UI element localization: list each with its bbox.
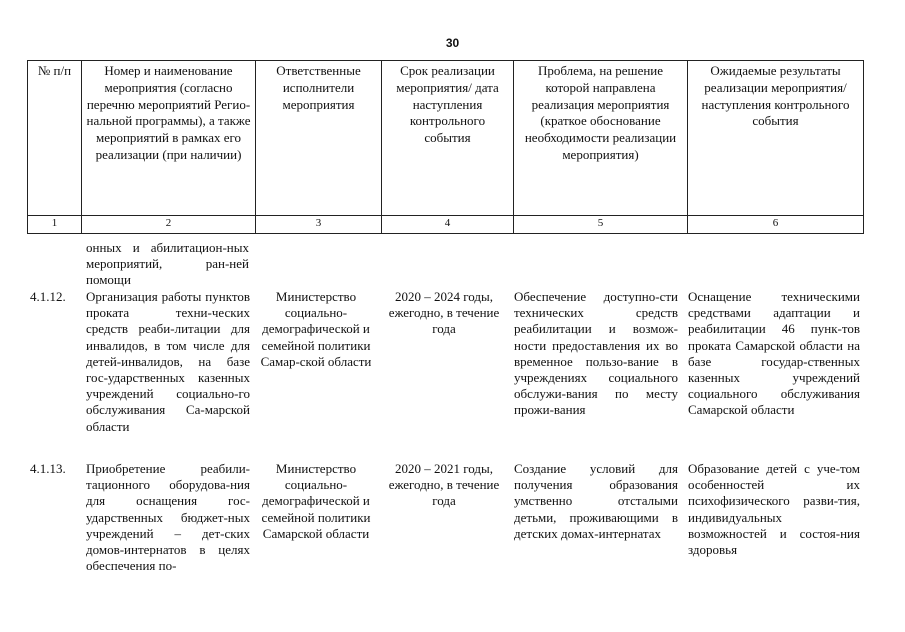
column-number: 1 (28, 216, 82, 234)
row-result: Оснащение техническими средствами адаптации и реабилитации 46 пунк-тов проката Самарской области на базе государ-ственных казенных учреждений социального обслуживания Самарской области (688, 289, 860, 418)
row-activity-name: Приобретение реабили-тационного оборудова-ния для оснащения гос-ударственных бюджет-ных учреждений – дет-ских домов-интернатов в целях обеспечения по- (86, 461, 250, 574)
header-col-name: Номер и наименование мероприятия (согласно перечню мероприятий Регио-нальной программы), а также мероприятий в рамках его реализации (при наличии) (82, 61, 256, 216)
header-col-number: № п/п (28, 61, 82, 216)
row-term: 2020 – 2021 годы, ежегодно, в течение года (388, 461, 500, 509)
row-executor: Министерство социально-демографической и семейной политики Самар-ской области (260, 289, 372, 369)
page-number: 30 (445, 36, 460, 50)
row-number: 4.1.13. (30, 461, 66, 476)
column-number-row (28, 216, 864, 234)
row-problem: Создание условий для получения образования умственно отсталыми детьми, проживающими в детских домах-интернатах (514, 461, 678, 541)
column-number: 4 (382, 216, 514, 234)
header-col-problem: Проблема, на решение которой направлена реализация мероприятия (краткое обоснование необходимости реализации мероприятия) (514, 61, 688, 216)
row-executor: Министерство социально-демографической и семейной политики Самарской области (261, 461, 371, 541)
column-number: 2 (82, 216, 256, 234)
header-col-executor: Ответственные исполнители мероприятия (256, 61, 382, 216)
header-col-term: Срок реализации мероприятия/ дата наступления контрольного события (382, 61, 514, 216)
row-problem: Обеспечение доступно-сти технических средств реабилитации и возмож-ности предоставления их во временное пользо-вание в учреждениях социального обслужи-вания по месту прожи-вания (514, 289, 678, 418)
continuation-text: онных и абилитацион-ных мероприятий, ран-ней помощи (86, 240, 249, 287)
column-number: 3 (256, 216, 382, 234)
table-header (27, 60, 864, 234)
column-number: 5 (514, 216, 688, 234)
row-number: 4.1.12. (30, 289, 66, 304)
header-row (28, 61, 864, 216)
column-number: 6 (688, 216, 864, 234)
row-term: 2020 – 2024 годы, ежегодно, в течение года (388, 289, 500, 337)
header-col-result: Ожидаемые результаты реализации мероприятия/ наступления контрольного события (688, 61, 864, 216)
row-activity-name: Организация работы пунктов проката техни-ческих средств реаби-литации для инвалидов, в том числе для детей-инвалидов, на базе гос-ударственных казенных учреждений социально-го обслуживания Са-марской области (86, 289, 250, 434)
row-result: Образование детей с уче-том особенностей их психофизического разви-тия, индивидуальных возможностей и состоя-ния здоровья (688, 461, 860, 558)
